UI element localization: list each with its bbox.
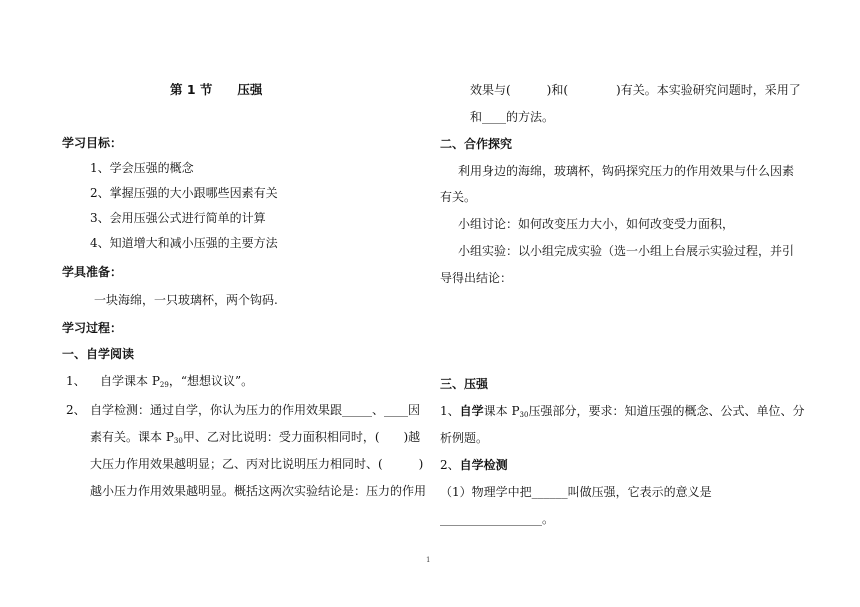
section-3-item-1: 1、自学课本 $P_{30}$压强部分，要求：知道压强的概念、公式、单位、分 <box>440 404 805 419</box>
section-2-heading: 二、合作探究 <box>440 137 513 151</box>
question-1: _________________。 <box>440 512 555 526</box>
goal-item: 3、会用压强公式进行简单的计算 <box>90 211 266 225</box>
continued-line: 效果与( )和( )有关。本实验研究问题时，采用了 <box>470 83 801 97</box>
tools-text: 一块海绵，一只玻璃杯，两个钩码. <box>94 293 278 307</box>
goals-heading: 学习目标： <box>62 136 123 150</box>
goal-item: 1、学会压强的概念 <box>90 161 194 175</box>
process-heading: 学习过程： <box>62 321 123 335</box>
goal-item: 4、知道增大和减小压强的主要方法 <box>90 236 278 250</box>
question-1: （1）物理学中把______叫做压强，它表示的意义是 <box>440 485 712 499</box>
group-discussion: 小组讨论：如何改变压力大小，如何改变受力面积， <box>458 217 735 231</box>
item-1-text: 自学课本 $P_{29}$，“想想议议”。 <box>100 374 254 389</box>
section-3-heading: 三、压强 <box>440 377 489 391</box>
section-3-item-2: 2、自学检测 <box>440 458 508 472</box>
section-3-item-1: 析例题。 <box>440 431 489 445</box>
section-2-text: 有关。 <box>440 190 477 204</box>
item-2-line: 越小压力作用效果越明显。概括这两次实验结论是：压力的作用 <box>90 484 427 498</box>
page-title: 第 1 节 压强 <box>170 82 263 97</box>
tools-heading: 学具准备： <box>62 265 123 279</box>
section-1-heading: 一、自学阅读 <box>62 347 135 361</box>
item-2-line: 自学检测：通过自学，你认为压力的作用效果跟_____、____因 <box>90 403 421 417</box>
item-1-number: 1、 <box>66 374 86 388</box>
goal-item: 2、掌握压强的大小跟哪些因素有关 <box>90 186 278 200</box>
group-experiment: 小组实验：以小组完成实验（选一小组上台展示实验过程，并引 <box>458 244 795 258</box>
item-2-line: 素有关。课本 $P_{30}$甲、乙对比说明：受力面积相同时，( )越 <box>90 430 421 445</box>
continued-line: 和____的方法。 <box>470 110 555 124</box>
item-2-number: 2、 <box>66 403 86 417</box>
page-number: 1 <box>426 556 431 564</box>
group-experiment: 导得出结论： <box>440 271 513 285</box>
section-2-text: 利用身边的海绵，玻璃杯，钩码探究压力的作用效果与什么因素 <box>458 164 795 178</box>
item-2-line: 大压力作用效果越明显；乙、丙对比说明压力相同时、( ) <box>90 457 424 471</box>
